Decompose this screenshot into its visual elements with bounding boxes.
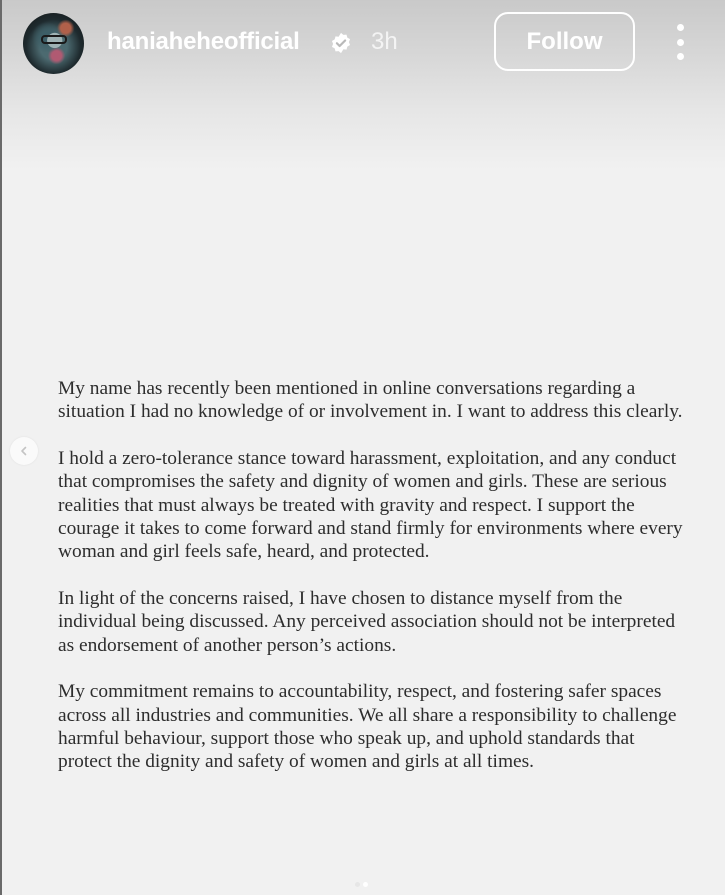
more-options-icon[interactable] <box>668 24 692 60</box>
username[interactable]: haniaheheofficial <box>107 28 300 55</box>
page-dot-1[interactable] <box>355 882 360 887</box>
post-timestamp: 3h <box>371 28 398 55</box>
avatar-glasses-detail <box>41 35 67 44</box>
statement-paragraph-4: My commitment remains to accountability, respect, and fostering safer spaces across all industries and communities. We all share a responsibility to challenge harmful behaviour, support those who speak up, and uphold standards that protect the dignity and safety of women and girls at all times. <box>58 681 677 773</box>
more-dot <box>677 53 684 60</box>
carousel-page-indicator <box>355 882 368 887</box>
verified-badge-icon <box>330 32 352 54</box>
more-dot <box>677 39 684 46</box>
follow-button[interactable]: Follow <box>494 12 635 71</box>
statement-paragraph-3: In light of the concerns raised, I have chosen to distance myself from the individual being discussed. Any perceived association should not be interpreted as endorsement of another person’s actions. <box>58 588 676 656</box>
page-dot-2-active[interactable] <box>363 882 368 887</box>
statement-paragraph-2: I hold a zero-tolerance stance toward harassment, exploitation, and any conduct that compromises the safety and dignity of women and girls. These are serious realities that must always be treated with gravity and respect. I support the courage it takes to come forward and stand firmly for environments where every woman and girl feels safe, heard, and protected. <box>58 448 683 563</box>
statement-paragraph-1: My name has recently been mentioned in online conversations regarding a situation I had no knowledge of or involvement in. I want to address this clearly. <box>58 378 683 423</box>
story-header <box>0 0 725 90</box>
previous-story-button[interactable] <box>10 437 38 465</box>
window-left-border <box>0 0 2 895</box>
chevron-left-icon <box>18 445 30 457</box>
more-dot <box>677 24 684 31</box>
statement-text <box>58 377 688 797</box>
avatar[interactable] <box>23 13 84 74</box>
